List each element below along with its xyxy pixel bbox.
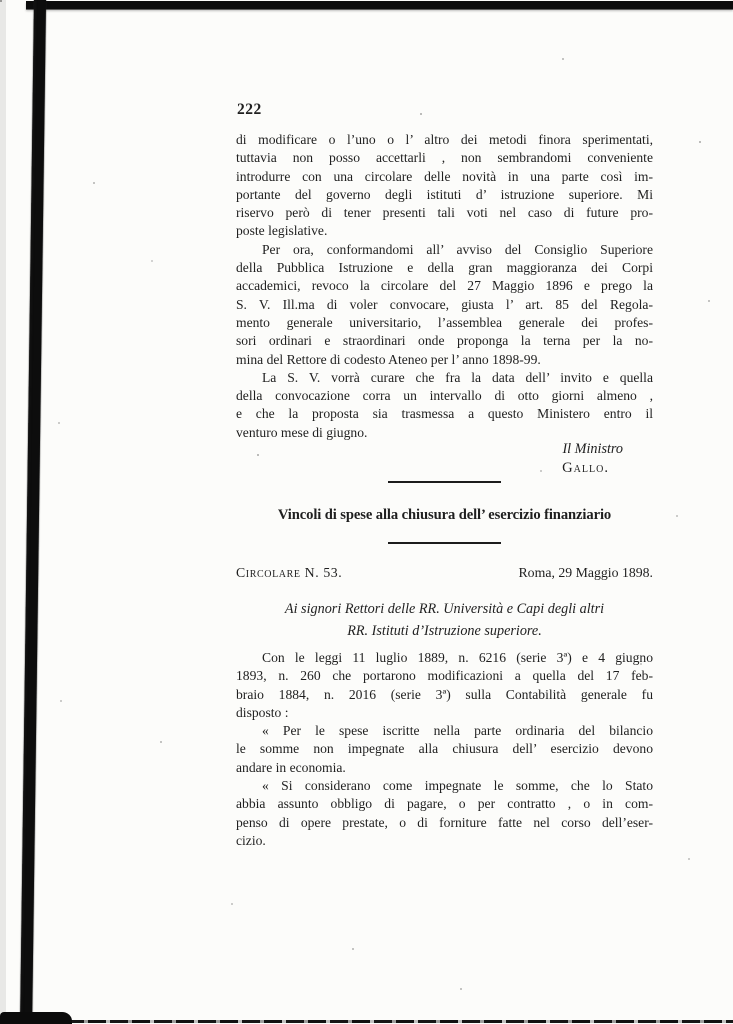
scan-corner-blob — [0, 1012, 72, 1024]
text-line: penso di opere prestate, o di forniture fatte nel corso dell’eser- — [236, 814, 653, 830]
circular-dateline: Roma, 29 Maggio 1898. — [518, 565, 653, 580]
text-line: abbia assunto obbligo di pagare, o per contratto , o in com- — [236, 796, 653, 812]
addressee-line-2: RR. Istituti d’Istruzione superiore. — [347, 622, 542, 639]
text-line: S. V. Ill.ma di voler convocare, giusta l’ art. 85 del Regola- — [236, 296, 653, 312]
separator-rule-top — [388, 481, 501, 483]
text-line: della Pubblica Istruzione e della gran maggioranza dei Corpi — [236, 260, 653, 276]
scan-noise-specks — [0, 0, 2, 2]
text-line: La S. V. vorrà curare che fra la data dell’ invito e quella — [262, 369, 653, 385]
text-line: cizio. — [236, 832, 266, 848]
paragraph — [236, 131, 653, 241]
page-number: 222 — [237, 101, 262, 118]
text-line: portante del governo degli istituti d’ istruzione superiore. Mi — [236, 186, 653, 202]
paragraph — [236, 777, 653, 850]
text-line: introdurre con una circolare delle novità in una parte così im- — [236, 168, 653, 184]
text-line: Con le leggi 11 luglio 1889, n. 6216 (serie 3ª) e 4 giugno — [262, 650, 653, 665]
circular-body — [236, 649, 653, 850]
letter-body — [236, 131, 653, 442]
paragraph — [236, 241, 653, 369]
text-line: di modificare o l’uno o l’ altro dei metodi finora sperimentati, — [236, 132, 653, 147]
text-line: della convocazione corra un intervallo di otto giorni almeno , — [236, 388, 653, 404]
addressee-block — [236, 599, 653, 642]
text-line: riservo però di tener presenti tali voti nel caso di future pro- — [236, 205, 653, 221]
separator-rule-bottom — [388, 542, 501, 544]
circular-number-label: Circolare N. 53. — [236, 565, 343, 580]
scan-spine-bar — [20, 0, 46, 1024]
text-line: poste legislative. — [236, 223, 328, 239]
text-line: mina del Rettore di codesto Ateneo per l’ anno 1898-99. — [236, 351, 541, 367]
text-line: braio 1884, n. 2016 (serie 3ª) sulla Contabilità generale fu — [236, 686, 653, 702]
addressee-line-1: Ai signori Rettori delle RR. Università e Capi degli altri — [284, 601, 605, 617]
text-line: venturo mese di giugno. — [236, 424, 368, 440]
text-line: mento generale universitario, l’assemblea generale dei profes- — [236, 314, 653, 330]
paragraph — [236, 722, 653, 777]
section-title: Vincoli di spese alla chiusura dell’ esercizio finanziario — [277, 507, 612, 523]
text-line: e che la proposta sia trasmessa a questo Ministero entro il — [236, 406, 653, 422]
circular-meta-row — [236, 565, 653, 581]
text-line: Per ora, conformandomi all’ avviso del Consiglio Superiore — [262, 241, 653, 257]
text-line: 1893, n. 260 che portarono modificazioni a quella del 17 feb- — [236, 668, 653, 684]
signature-role: Il Ministro — [562, 441, 623, 457]
paragraph — [236, 369, 653, 442]
scan-left-edge-shading — [0, 0, 6, 1024]
signature-block — [413, 440, 653, 478]
text-line: tuttavia non posso accettarli , non sembrandomi conveniente — [236, 150, 653, 166]
text-column — [236, 0, 653, 1024]
text-line: accademici, revoco la circolare del 27 Maggio 1896 e prego la — [236, 278, 653, 294]
text-line: disposto : — [236, 704, 289, 720]
signature-name: Gallo. — [562, 460, 609, 476]
text-line: le somme non impegnate alla chiusura dell’ esercizio devono — [236, 741, 653, 757]
text-line: sori ordinari e straordinari onde proponga la terna per la no- — [236, 333, 653, 349]
paragraph — [236, 649, 653, 722]
text-line: andare in economia. — [236, 759, 346, 775]
text-line: « Per le spese iscritte nella parte ordinaria del bilancio — [262, 723, 653, 739]
text-line: « Si considerano come impegnate le somme, che lo Stato — [262, 778, 653, 794]
